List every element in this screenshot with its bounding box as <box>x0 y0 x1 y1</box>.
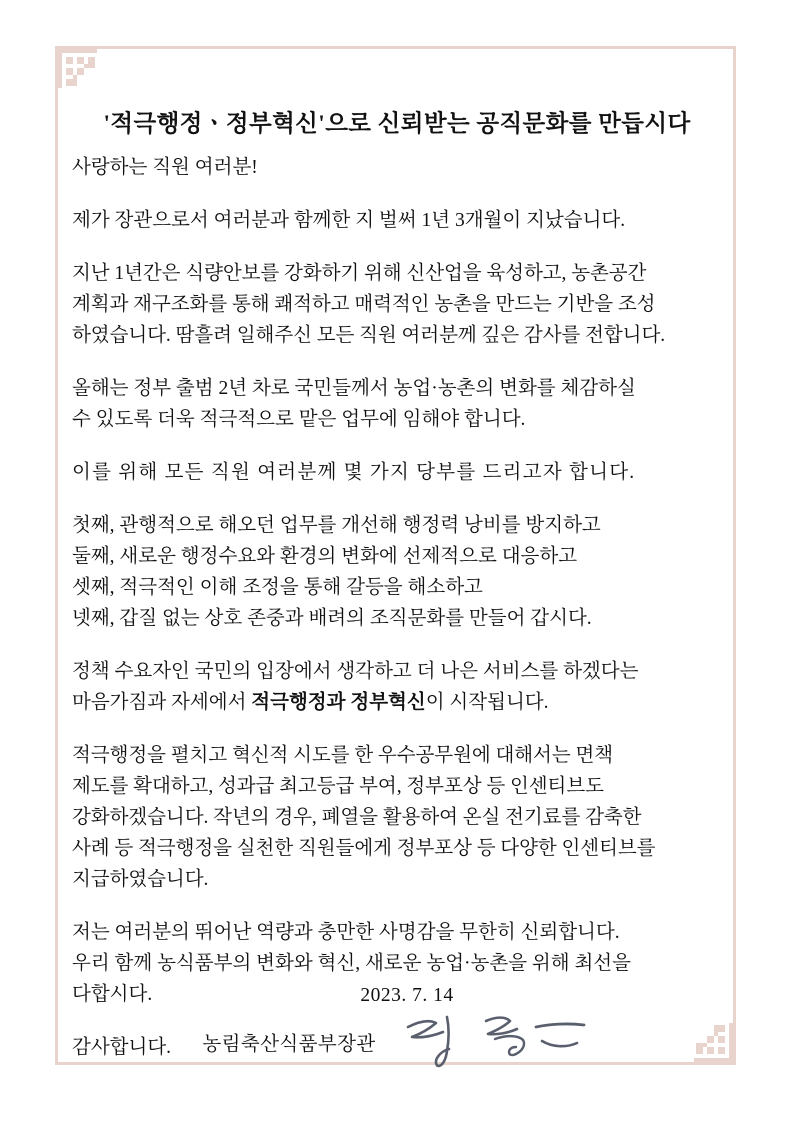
letter-body <box>72 152 724 1063</box>
text-line: 우리 함께 농식품부의 변화와 혁신, 새로운 농업·농촌을 위해 최선을 <box>72 953 631 974</box>
text-line: 제도를 확대하고, 성과급 최고등급 부여, 정부포상 등 인센티브도 <box>72 776 604 797</box>
text-line: 사례 등 적극행정을 실천한 직원들에게 정부포상 등 다양한 인센티브를 <box>72 838 656 859</box>
signature-row <box>202 1013 591 1071</box>
corner-ornament-top-left <box>55 46 97 88</box>
list-item: 셋째, 적극적인 이해 조정을 통해 갈등을 해소하고 <box>72 577 483 598</box>
text-line: 사랑하는 직원 여러분! <box>72 157 258 178</box>
text-line: 지급하였습니다. <box>72 869 209 890</box>
text-line: 정책 수요자인 국민의 입장에서 생각하고 더 나은 서비스를 하겠다는 <box>72 661 639 682</box>
text-line: 적극행정을 펼치고 혁신적 시도를 한 우수공무원에 대해서는 면책 <box>72 745 614 766</box>
text-line: 이를 위해 모든 직원 여러분께 몇 가지 당부를 드리고자 합니다. <box>72 462 636 483</box>
paragraph-incentive <box>72 740 724 895</box>
request-list <box>72 510 724 634</box>
text-line <box>72 687 724 718</box>
paragraph-this-year <box>72 373 724 435</box>
text-line: 제가 장관으로서 여러분과 함께한 지 벌써 1년 3개월이 지났습니다. <box>72 210 626 231</box>
text-line: 다합시다. <box>72 984 153 1005</box>
list-item: 넷째, 갑질 없는 상호 존중과 배려의 조직문화를 만들어 갑시다. <box>72 608 592 629</box>
text-segment: 이 시작됩니다. <box>425 692 549 713</box>
paragraph-request-intro <box>72 457 724 488</box>
list-item: 첫째, 관행적으로 해오던 업무를 개선해 행정력 낭비를 방지하고 <box>72 515 601 536</box>
paragraph-mindset <box>72 656 724 718</box>
signature-block <box>0 985 794 1071</box>
handwritten-signature-icon <box>402 1013 592 1071</box>
page-title: '적극행정ㆍ정부혁신'으로 신뢰받는 공직문화를 만듭시다 <box>103 110 691 137</box>
text-line: 하였습니다. 땀흘려 일해주신 모든 직원 여러분께 깊은 감사를 전합니다. <box>72 325 666 346</box>
text-line: 강화하겠습니다. 작년의 경우, 폐열을 활용하여 온실 전기료를 감축한 <box>72 807 642 828</box>
signature-date: 2023. 7. 14 <box>360 985 454 1006</box>
emphasis-active-administration: 적극행정과 정부혁신 <box>251 692 426 713</box>
text-line: 지난 1년간은 식량안보를 강화하기 위해 신산업을 육성하고, 농촌공간 <box>72 263 647 284</box>
text-line: 수 있도록 더욱 적극적으로 맡은 업무에 임해야 합니다. <box>72 409 526 430</box>
text-line: 계획과 재구조화를 통해 쾌적하고 매력적인 농촌을 만드는 기반을 조성 <box>72 294 656 315</box>
text-segment: 마음가짐과 자세에서 <box>72 692 252 713</box>
text-line: 저는 여러분의 뛰어난 역량과 충만한 사명감을 무한히 신뢰합니다. <box>72 922 620 943</box>
list-item: 둘째, 새로운 행정수요와 환경의 변화에 선제적으로 대응하고 <box>72 546 578 567</box>
text-line: 올해는 정부 출범 2년 차로 국민들께서 농업·농촌의 변화를 체감하실 <box>72 378 636 399</box>
paragraph-greeting <box>72 152 724 183</box>
text-line: 감사합니다. <box>72 1037 172 1058</box>
paragraph-last-year <box>72 258 724 351</box>
paragraph-tenure <box>72 205 724 236</box>
signature-office-title: 농림축산식품부장관 <box>202 1034 376 1055</box>
